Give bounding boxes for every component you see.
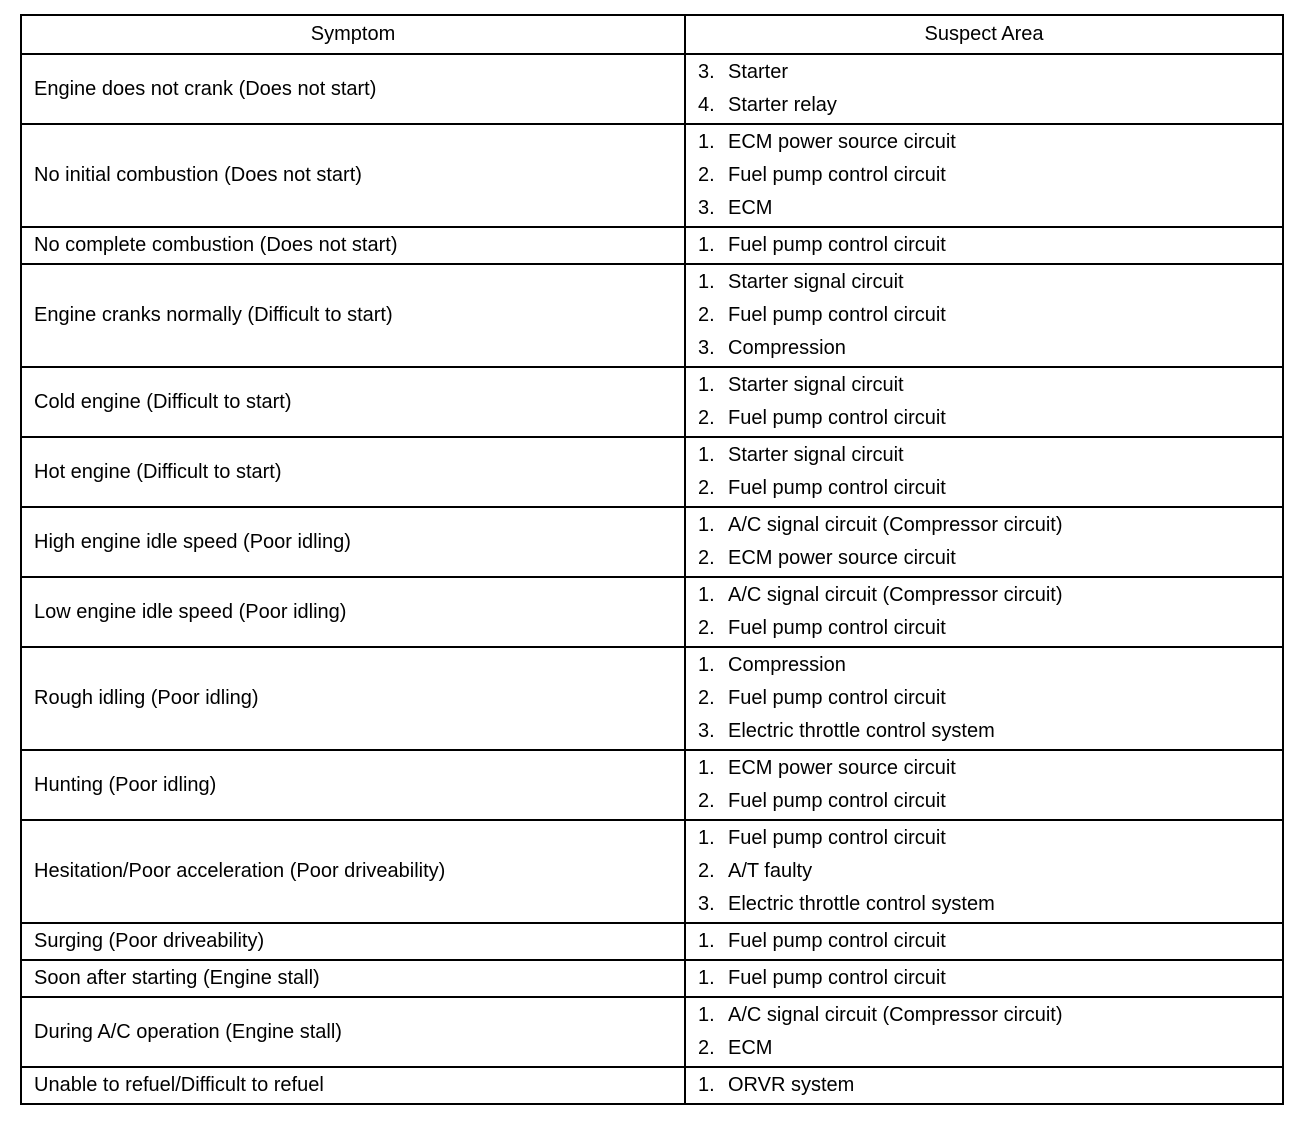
item-text: Fuel pump control circuit bbox=[728, 234, 946, 256]
suspect-area-item bbox=[698, 192, 1270, 225]
suspect-area-header: Suspect Area bbox=[685, 15, 1283, 54]
symptom-cell: During A/C operation (Engine stall) bbox=[21, 997, 685, 1067]
suspect-area-item bbox=[698, 402, 1270, 435]
item-text: Fuel pump control circuit bbox=[728, 827, 946, 849]
item-number: 3. bbox=[698, 61, 715, 83]
suspect-area-cell bbox=[685, 367, 1283, 437]
suspect-area-cell bbox=[685, 960, 1283, 997]
item-number: 1. bbox=[698, 1004, 715, 1026]
item-text: Electric throttle control system bbox=[728, 893, 995, 915]
suspect-area-cell bbox=[685, 54, 1283, 124]
item-text: Starter signal circuit bbox=[728, 444, 904, 466]
suspect-area-item bbox=[698, 159, 1270, 192]
suspect-area-cell bbox=[685, 227, 1283, 264]
table-body bbox=[21, 54, 1283, 1104]
table-row bbox=[21, 997, 1283, 1067]
item-text: Fuel pump control circuit bbox=[728, 617, 946, 639]
item-number: 1. bbox=[698, 654, 715, 676]
item-number: 1. bbox=[698, 827, 715, 849]
suspect-area-item bbox=[698, 612, 1270, 645]
table-row bbox=[21, 577, 1283, 647]
item-number: 1. bbox=[698, 757, 715, 779]
item-number: 4. bbox=[698, 94, 715, 116]
item-number: 2. bbox=[698, 477, 715, 499]
suspect-area-item bbox=[698, 855, 1270, 888]
suspect-area-cell bbox=[685, 1067, 1283, 1104]
suspect-area-cell bbox=[685, 997, 1283, 1067]
item-text: A/C signal circuit (Compressor circuit) bbox=[728, 1004, 1063, 1026]
table-row bbox=[21, 264, 1283, 367]
symptom-header: Symptom bbox=[21, 15, 685, 54]
table-row bbox=[21, 367, 1283, 437]
item-text: ECM power source circuit bbox=[728, 757, 956, 779]
item-number: 2. bbox=[698, 1037, 715, 1059]
suspect-area-item bbox=[698, 1032, 1270, 1065]
item-text: Starter relay bbox=[728, 94, 837, 116]
item-number: 2. bbox=[698, 687, 715, 709]
table-row bbox=[21, 1067, 1283, 1104]
item-text: Fuel pump control circuit bbox=[728, 304, 946, 326]
suspect-area-item bbox=[698, 509, 1270, 542]
suspect-area-item bbox=[698, 332, 1270, 365]
item-number: 1. bbox=[698, 967, 715, 989]
item-text: A/T faulty bbox=[728, 860, 813, 882]
symptom-cell: Hunting (Poor idling) bbox=[21, 750, 685, 820]
item-number: 2. bbox=[698, 304, 715, 326]
suspect-area-item bbox=[698, 752, 1270, 785]
item-number: 3. bbox=[698, 893, 715, 915]
item-number: 1. bbox=[698, 131, 715, 153]
suspect-area-item bbox=[698, 822, 1270, 855]
item-text: Compression bbox=[728, 337, 846, 359]
item-text: A/C signal circuit (Compressor circuit) bbox=[728, 514, 1063, 536]
item-number: 3. bbox=[698, 720, 715, 742]
symptom-cell: Engine cranks normally (Difficult to start) bbox=[21, 264, 685, 367]
item-text: Fuel pump control circuit bbox=[728, 930, 946, 952]
item-text: Starter signal circuit bbox=[728, 271, 904, 293]
suspect-area-cell bbox=[685, 124, 1283, 227]
symptom-cell: Rough idling (Poor idling) bbox=[21, 647, 685, 750]
suspect-area-item bbox=[698, 266, 1270, 299]
item-number: 3. bbox=[698, 197, 715, 219]
symptom-cell: Hesitation/Poor acceleration (Poor driveability) bbox=[21, 820, 685, 923]
symptom-cell: No initial combustion (Does not start) bbox=[21, 124, 685, 227]
suspect-area-item bbox=[698, 299, 1270, 332]
symptom-cell: Surging (Poor driveability) bbox=[21, 923, 685, 960]
suspect-area-item bbox=[698, 439, 1270, 472]
item-number: 3. bbox=[698, 337, 715, 359]
item-text: Fuel pump control circuit bbox=[728, 407, 946, 429]
item-number: 1. bbox=[698, 271, 715, 293]
suspect-area-cell bbox=[685, 577, 1283, 647]
item-text: Fuel pump control circuit bbox=[728, 164, 946, 186]
suspect-area-item bbox=[698, 715, 1270, 748]
symptom-table bbox=[20, 14, 1284, 1105]
item-number: 2. bbox=[698, 790, 715, 812]
item-text: Fuel pump control circuit bbox=[728, 790, 946, 812]
suspect-area-item bbox=[698, 542, 1270, 575]
suspect-area-cell bbox=[685, 820, 1283, 923]
suspect-area-item bbox=[698, 56, 1270, 89]
item-text: Fuel pump control circuit bbox=[728, 477, 946, 499]
item-number: 1. bbox=[698, 514, 715, 536]
item-text: A/C signal circuit (Compressor circuit) bbox=[728, 584, 1063, 606]
item-text: ORVR system bbox=[728, 1074, 855, 1096]
table-row bbox=[21, 960, 1283, 997]
suspect-area-item bbox=[698, 962, 1270, 995]
table-row bbox=[21, 750, 1283, 820]
symptom-cell: Engine does not crank (Does not start) bbox=[21, 54, 685, 124]
item-number: 2. bbox=[698, 617, 715, 639]
suspect-area-cell bbox=[685, 647, 1283, 750]
item-text: ECM bbox=[728, 1037, 773, 1059]
table-row bbox=[21, 820, 1283, 923]
table-row bbox=[21, 437, 1283, 507]
table-row bbox=[21, 507, 1283, 577]
suspect-area-cell bbox=[685, 264, 1283, 367]
table-row bbox=[21, 124, 1283, 227]
symptom-cell: Hot engine (Difficult to start) bbox=[21, 437, 685, 507]
table-header-row bbox=[21, 15, 1283, 54]
item-number: 1. bbox=[698, 584, 715, 606]
symptom-cell: Cold engine (Difficult to start) bbox=[21, 367, 685, 437]
item-number: 1. bbox=[698, 444, 715, 466]
suspect-area-cell bbox=[685, 507, 1283, 577]
table-row bbox=[21, 923, 1283, 960]
item-number: 2. bbox=[698, 547, 715, 569]
item-number: 1. bbox=[698, 374, 715, 396]
symptom-cell: Unable to refuel/Difficult to refuel bbox=[21, 1067, 685, 1104]
suspect-area-item bbox=[698, 89, 1270, 122]
item-text: Fuel pump control circuit bbox=[728, 687, 946, 709]
suspect-area-cell bbox=[685, 750, 1283, 820]
table-row bbox=[21, 227, 1283, 264]
suspect-area-item bbox=[698, 472, 1270, 505]
suspect-area-item bbox=[698, 925, 1270, 958]
table-row bbox=[21, 647, 1283, 750]
item-text: Electric throttle control system bbox=[728, 720, 995, 742]
suspect-area-item bbox=[698, 649, 1270, 682]
suspect-area-item bbox=[698, 888, 1270, 921]
symptom-cell: No complete combustion (Does not start) bbox=[21, 227, 685, 264]
item-text: Fuel pump control circuit bbox=[728, 967, 946, 989]
suspect-area-item bbox=[698, 126, 1270, 159]
symptom-cell: Low engine idle speed (Poor idling) bbox=[21, 577, 685, 647]
item-text: ECM power source circuit bbox=[728, 131, 956, 153]
item-number: 2. bbox=[698, 407, 715, 429]
suspect-area-item bbox=[698, 999, 1270, 1032]
item-number: 2. bbox=[698, 164, 715, 186]
item-text: Starter bbox=[728, 61, 789, 83]
suspect-area-item bbox=[698, 369, 1270, 402]
item-number: 1. bbox=[698, 234, 715, 256]
item-number: 1. bbox=[698, 930, 715, 952]
suspect-area-item bbox=[698, 682, 1270, 715]
suspect-area-item bbox=[698, 785, 1270, 818]
symptom-cell: High engine idle speed (Poor idling) bbox=[21, 507, 685, 577]
symptom-cell: Soon after starting (Engine stall) bbox=[21, 960, 685, 997]
item-text: ECM bbox=[728, 197, 773, 219]
item-number: 1. bbox=[698, 1074, 715, 1096]
item-text: ECM power source circuit bbox=[728, 547, 956, 569]
suspect-area-cell bbox=[685, 437, 1283, 507]
suspect-area-cell bbox=[685, 923, 1283, 960]
item-text: Starter signal circuit bbox=[728, 374, 904, 396]
suspect-area-item bbox=[698, 579, 1270, 612]
table-row bbox=[21, 54, 1283, 124]
item-number: 2. bbox=[698, 860, 715, 882]
suspect-area-item bbox=[698, 229, 1270, 262]
suspect-area-item bbox=[698, 1069, 1270, 1102]
item-text: Compression bbox=[728, 654, 846, 676]
